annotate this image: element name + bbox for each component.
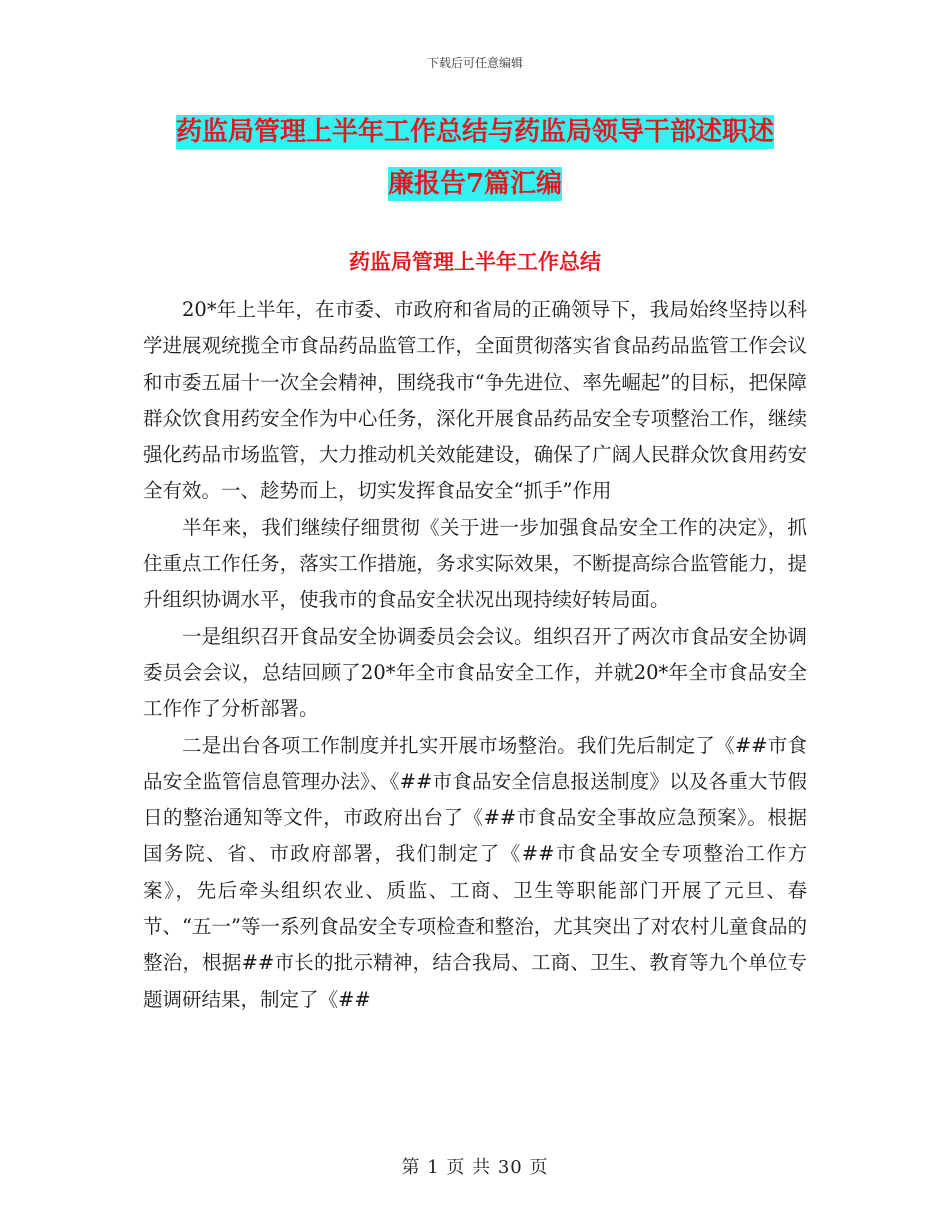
paragraph: 一是组织召开食品安全协调委员会会议。组织召开了两次市食品安全协调委员会会议，总结回顾了20*年全市食品安全工作，并就20*年全市食品安全工作作了分析部署。 — [143, 624, 807, 721]
body-text — [143, 292, 807, 1018]
section-title: 药监局管理上半年工作总结 — [349, 249, 601, 274]
page-footer: 第 1 页 共 30 页 — [401, 1157, 549, 1178]
document-title-line-1: 药监局管理上半年工作总结与药监局领导干部述职述 — [175, 117, 774, 147]
header-note: 下载后可任意编辑 — [426, 56, 523, 70]
paragraph: 半年来，我们继续仔细贯彻《关于进一步加强食品安全工作的决定》，抓住重点工作任务，落实工作措施，务求实际效果，不断提高综合监管能力，提升组织协调水平，使我市的食品安全状况出现持续好转局面。 — [143, 515, 807, 612]
paragraph: 20*年上半年，在市委、市政府和省局的正确领导下，我局始终坚持以科学进展观统揽全市食品药品监管工作，全面贯彻落实省食品药品监管工作会议和市委五届十一次全会精神，围绕我市“争先进位、率先崛起”的目标，把保障群众饮食用药安全作为中心任务，深化开展食品药品安全专项整治工作，继续强化药品市场监管，大力推动机关效能建设，确保了广阔人民群众饮食用药安全有效。一、趁势而上，切实发挥食品安全“抓手”作用 — [143, 298, 807, 503]
document-title — [140, 106, 810, 210]
paragraph: 二是出台各项工作制度并扎实开展市场整治。我们先后制定了《##市食品安全监管信息管理办法》、《##市食品安全信息报送制度》以及各重大节假日的整治通知等文件，市政府出台了《##市食品安全事故应急预案》。根据国务院、省、市政府部署，我们制定了《##市食品安全专项整治工作方案》，先后牵头组织农业、质监、工商、卫生等职能部门开展了元旦、春节、“五一”等一系列食品安全专项检查和整治，尤其突出了对农村儿童食品的整治，根据##市长的批示精神，结合我局、工商、卫生、教育等九个单位专题调研结果，制定了《## — [143, 733, 807, 1011]
document-title-line-2: 廉报告7篇汇编 — [387, 169, 563, 199]
